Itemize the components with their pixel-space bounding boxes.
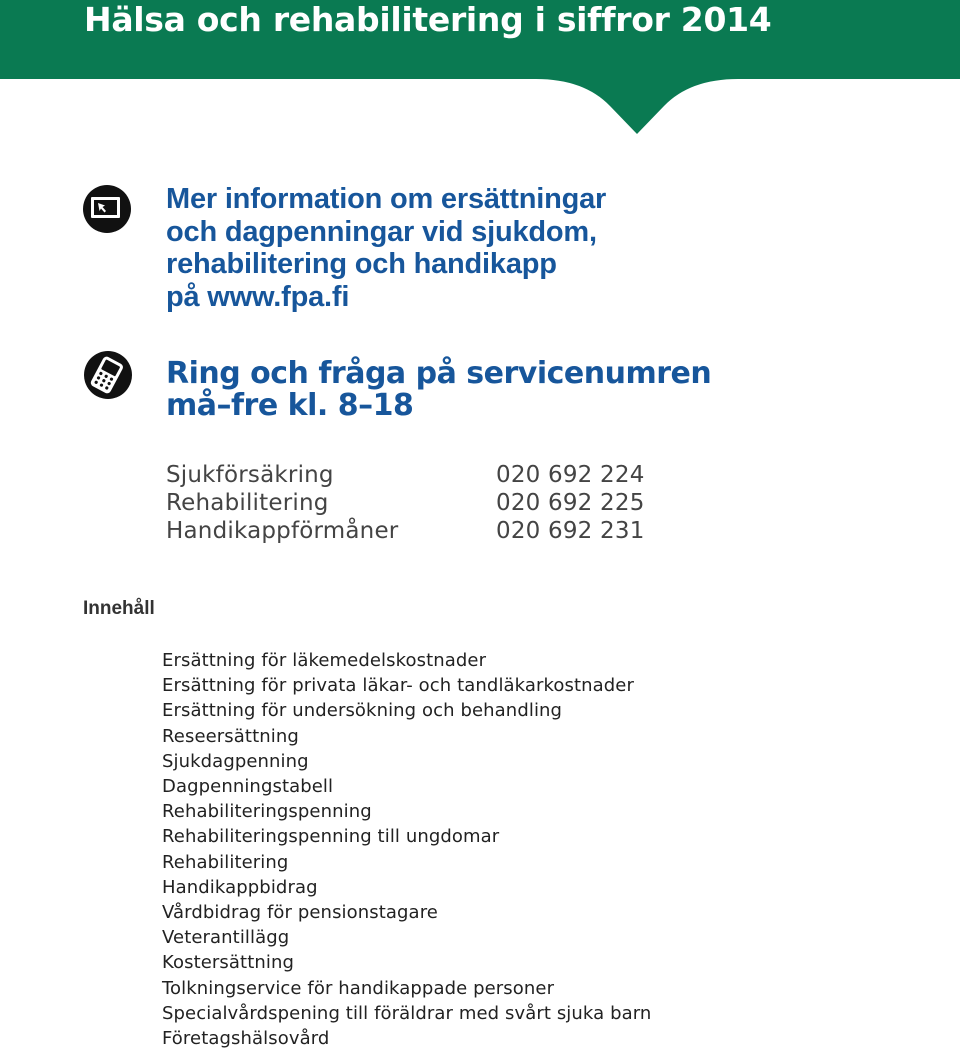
toc-item[interactable]: Sjukdagpenning — [162, 750, 309, 772]
toc-item[interactable]: Reseersättning — [162, 725, 299, 747]
toc-item[interactable]: Dagpenningstabell — [162, 776, 334, 798]
phone-row — [166, 461, 686, 489]
toc-item[interactable]: Rehabilitering — [162, 851, 289, 873]
page-title: Hälsa och rehabilitering i siffror 2014 — [84, 0, 772, 39]
toc-item[interactable]: Specialvårdspening till föräldrar med svårt sjuka barn — [162, 1002, 652, 1024]
more-info-line: Mer information om ersättningar — [166, 183, 607, 215]
toc-item[interactable]: Veterantillägg — [162, 927, 290, 949]
toc-item[interactable]: Ersättning för läkemedelskostnader — [162, 650, 487, 671]
toc-item[interactable]: Vårdbidrag för pensionstagare — [162, 902, 438, 924]
toc-item[interactable]: Tolkningservice för handikappade personer — [162, 977, 555, 999]
contents-label: Innehåll — [83, 598, 155, 619]
table-of-contents — [162, 648, 651, 1051]
more-info-line: rehabilitering och handikapp — [166, 248, 557, 280]
more-info-heading — [166, 183, 606, 313]
toc-item[interactable]: Handikappbidrag — [162, 876, 318, 898]
phone-row-number[interactable]: 020 692 231 — [496, 518, 645, 544]
more-info-link-line[interactable]: på www.fpa.fi — [166, 280, 350, 313]
toc-item[interactable]: Kostersättning — [162, 952, 294, 974]
service-numbers-line: Ring och fråga på servicenumren — [166, 356, 712, 391]
phone-numbers-table — [166, 461, 686, 545]
phone-row-number[interactable]: 020 692 225 — [496, 490, 645, 516]
toc-item[interactable]: Rehabiliteringspenning — [162, 801, 372, 823]
banner-tab-decoration — [0, 76, 960, 138]
more-info-line: och dagpenningar vid sjukdom, — [166, 215, 597, 248]
toc-item[interactable]: Ersättning för undersökning och behandling — [162, 700, 563, 722]
service-hours-line: må–fre kl. 8–18 — [166, 388, 414, 423]
phone-row-label: Handikappförmåner — [166, 518, 399, 544]
phone-row — [166, 489, 686, 517]
header-banner — [0, 0, 960, 78]
phone-row-label: Rehabilitering — [166, 490, 329, 516]
phone-row-number[interactable]: 020 692 224 — [496, 462, 645, 488]
phone-row — [166, 517, 686, 545]
toc-item[interactable]: Företagshälsovård — [162, 1028, 330, 1050]
computer-screen-icon — [82, 184, 132, 234]
mobile-phone-icon — [83, 350, 133, 400]
phone-row-label: Sjukförsäkring — [166, 462, 334, 488]
toc-item[interactable]: Rehabiliteringspenning till ungdomar — [162, 826, 500, 848]
toc-item[interactable]: Ersättning för privata läkar- och tandläkarkostnader — [162, 675, 634, 697]
service-numbers-heading — [166, 358, 711, 422]
